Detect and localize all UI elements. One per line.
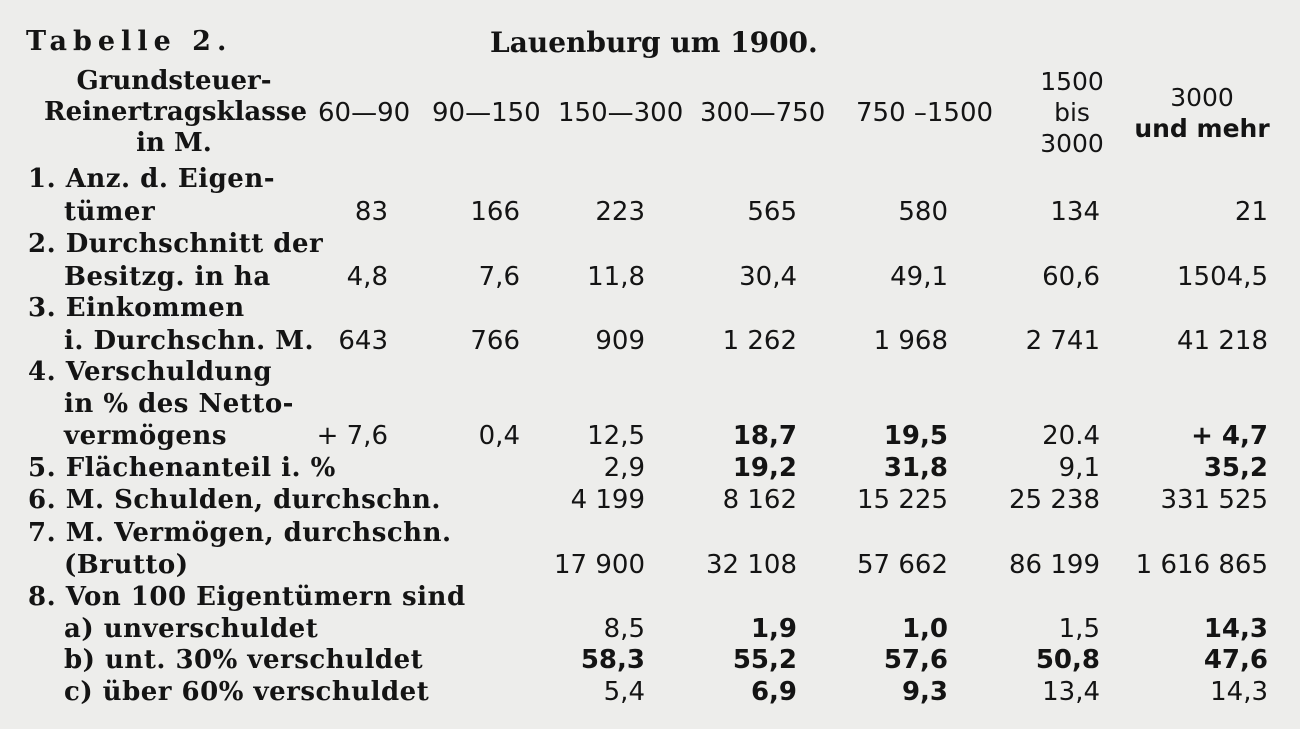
table-cell: 12,5 — [587, 421, 645, 451]
table-cell: 1 968 — [873, 326, 948, 356]
table-cell: + 7,6 — [316, 421, 388, 451]
table-cell: 1 262 — [722, 326, 797, 356]
table-cell: 1,5 — [1058, 614, 1100, 644]
table-cell: 30,4 — [739, 262, 797, 292]
table-row — [0, 645, 1300, 677]
table-cell: 19,5 — [883, 421, 948, 451]
row-label-line: b) unt. 30% verschuldet — [64, 645, 424, 675]
table-cell: 8 162 — [722, 485, 797, 515]
table-cell: 0,4 — [478, 421, 520, 451]
table-cell: 31,8 — [883, 453, 948, 483]
table-row — [0, 550, 1300, 582]
header-row-label-line: in M. — [136, 128, 212, 158]
table-row — [0, 262, 1300, 294]
table-cell: 14,3 — [1203, 614, 1268, 644]
header-col-1500-3000 — [1032, 66, 1112, 159]
table-cell: 643 — [338, 326, 388, 356]
table-cell: 8,5 — [603, 614, 645, 644]
table-cell: 86 199 — [1009, 550, 1100, 580]
row-label-line: 8. Von 100 Eigentümern sind — [28, 582, 466, 612]
header-col-300-750: 300—750 — [700, 98, 826, 128]
header-row-label — [44, 66, 308, 159]
table-cell: 58,3 — [580, 645, 645, 675]
row-label-line: 5. Flächenanteil i. % — [28, 453, 336, 483]
table-cell: 20.4 — [1042, 421, 1100, 451]
table-cell: 17 900 — [554, 550, 645, 580]
row-label-line: i. Durchschn. M. — [64, 326, 315, 356]
table-cell: 35,2 — [1203, 453, 1268, 483]
table-title: Lauenburg um 1900. — [490, 26, 818, 59]
table-cell: 50,8 — [1035, 645, 1100, 675]
header-col6-line: 1500 — [1040, 67, 1104, 96]
table-cell: 9,1 — [1058, 453, 1100, 483]
row-label-line: 3. Einkommen — [28, 293, 245, 323]
table-cell: 32 108 — [706, 550, 797, 580]
table-cell: 11,8 — [587, 262, 645, 292]
header-col6-line: 3000 — [1040, 129, 1104, 158]
header-col-3000-plus — [1122, 82, 1282, 144]
row-label-line: c) über 60% verschuldet — [64, 677, 430, 707]
header-col7-line: 3000 — [1170, 83, 1234, 112]
header-col-60-90: 60—90 — [318, 98, 411, 128]
table-cell: 60,6 — [1042, 262, 1100, 292]
table-cell: 223 — [595, 197, 645, 227]
row-label-line: in % des Netto- — [64, 389, 294, 419]
table-row — [0, 453, 1300, 485]
table-cell: 331 525 — [1160, 485, 1268, 515]
table-cell: 13,4 — [1042, 677, 1100, 707]
table-cell: 55,2 — [732, 645, 797, 675]
table-cell: 909 — [595, 326, 645, 356]
row-label-line: Besitzg. in ha — [64, 262, 271, 292]
row-label-line: 4. Verschuldung — [28, 357, 273, 387]
table-cell: 18,7 — [732, 421, 797, 451]
table-cell: 49,1 — [890, 262, 948, 292]
table-number-label: Tabelle 2. — [26, 26, 233, 57]
table-cell: 2 741 — [1025, 326, 1100, 356]
header-col7-line: und mehr — [1134, 114, 1270, 143]
header-col-750-1500: 750 –1500 — [856, 98, 994, 128]
table-cell: 4,8 — [346, 262, 388, 292]
table-cell: 57,6 — [883, 645, 948, 675]
table-cell: 5,4 — [603, 677, 645, 707]
row-label-line: a) unverschuldet — [64, 614, 319, 644]
header-col-90-150: 90—150 — [432, 98, 541, 128]
table-row — [0, 326, 1300, 358]
row-label-line: (Brutto) — [64, 550, 189, 580]
table-cell: 15 225 — [857, 485, 948, 515]
row-label-line: 2. Durchschnitt der — [28, 229, 324, 259]
table-row — [0, 485, 1300, 517]
table-cell: + 4,7 — [1191, 421, 1268, 451]
table-cell: 9,3 — [901, 677, 948, 707]
row-label-line: vermögens — [64, 421, 227, 451]
table-cell: 14,3 — [1210, 677, 1268, 707]
table-cell: 1 616 865 — [1135, 550, 1268, 580]
table-cell: 6,9 — [750, 677, 797, 707]
table-cell: 766 — [470, 326, 520, 356]
table-cell: 4 199 — [570, 485, 645, 515]
table-cell: 21 — [1234, 197, 1268, 227]
table-cell: 47,6 — [1203, 645, 1268, 675]
row-label-line: tümer — [64, 197, 156, 227]
table-cell: 57 662 — [857, 550, 948, 580]
header-row-label-line: Grundsteuer- — [76, 66, 272, 96]
table-row — [0, 197, 1300, 229]
table-cell: 83 — [354, 197, 388, 227]
row-label-line: 1. Anz. d. Eigen- — [28, 164, 276, 194]
row-label-line: 7. M. Vermögen, durchschn. — [28, 518, 452, 548]
table-cell: 2,9 — [603, 453, 645, 483]
table-cell: 41 218 — [1177, 326, 1268, 356]
table-cell: 565 — [747, 197, 797, 227]
table-row — [0, 677, 1300, 709]
table-row — [0, 614, 1300, 646]
header-col6-line: bis — [1054, 98, 1090, 127]
table-cell: 580 — [898, 197, 948, 227]
table-row — [0, 421, 1300, 453]
header-col-150-300: 150—300 — [558, 98, 684, 128]
table-cell: 7,6 — [478, 262, 520, 292]
table-cell: 1,0 — [901, 614, 948, 644]
table-cell: 134 — [1050, 197, 1100, 227]
table-cell: 19,2 — [732, 453, 797, 483]
row-label-line: 6. M. Schulden, durchschn. — [28, 485, 441, 515]
table-cell: 166 — [470, 197, 520, 227]
table-cell: 1504,5 — [1177, 262, 1268, 292]
table-cell: 1,9 — [750, 614, 797, 644]
table-cell: 25 238 — [1009, 485, 1100, 515]
header-row-label-line: Reinertragsklasse — [44, 97, 308, 127]
